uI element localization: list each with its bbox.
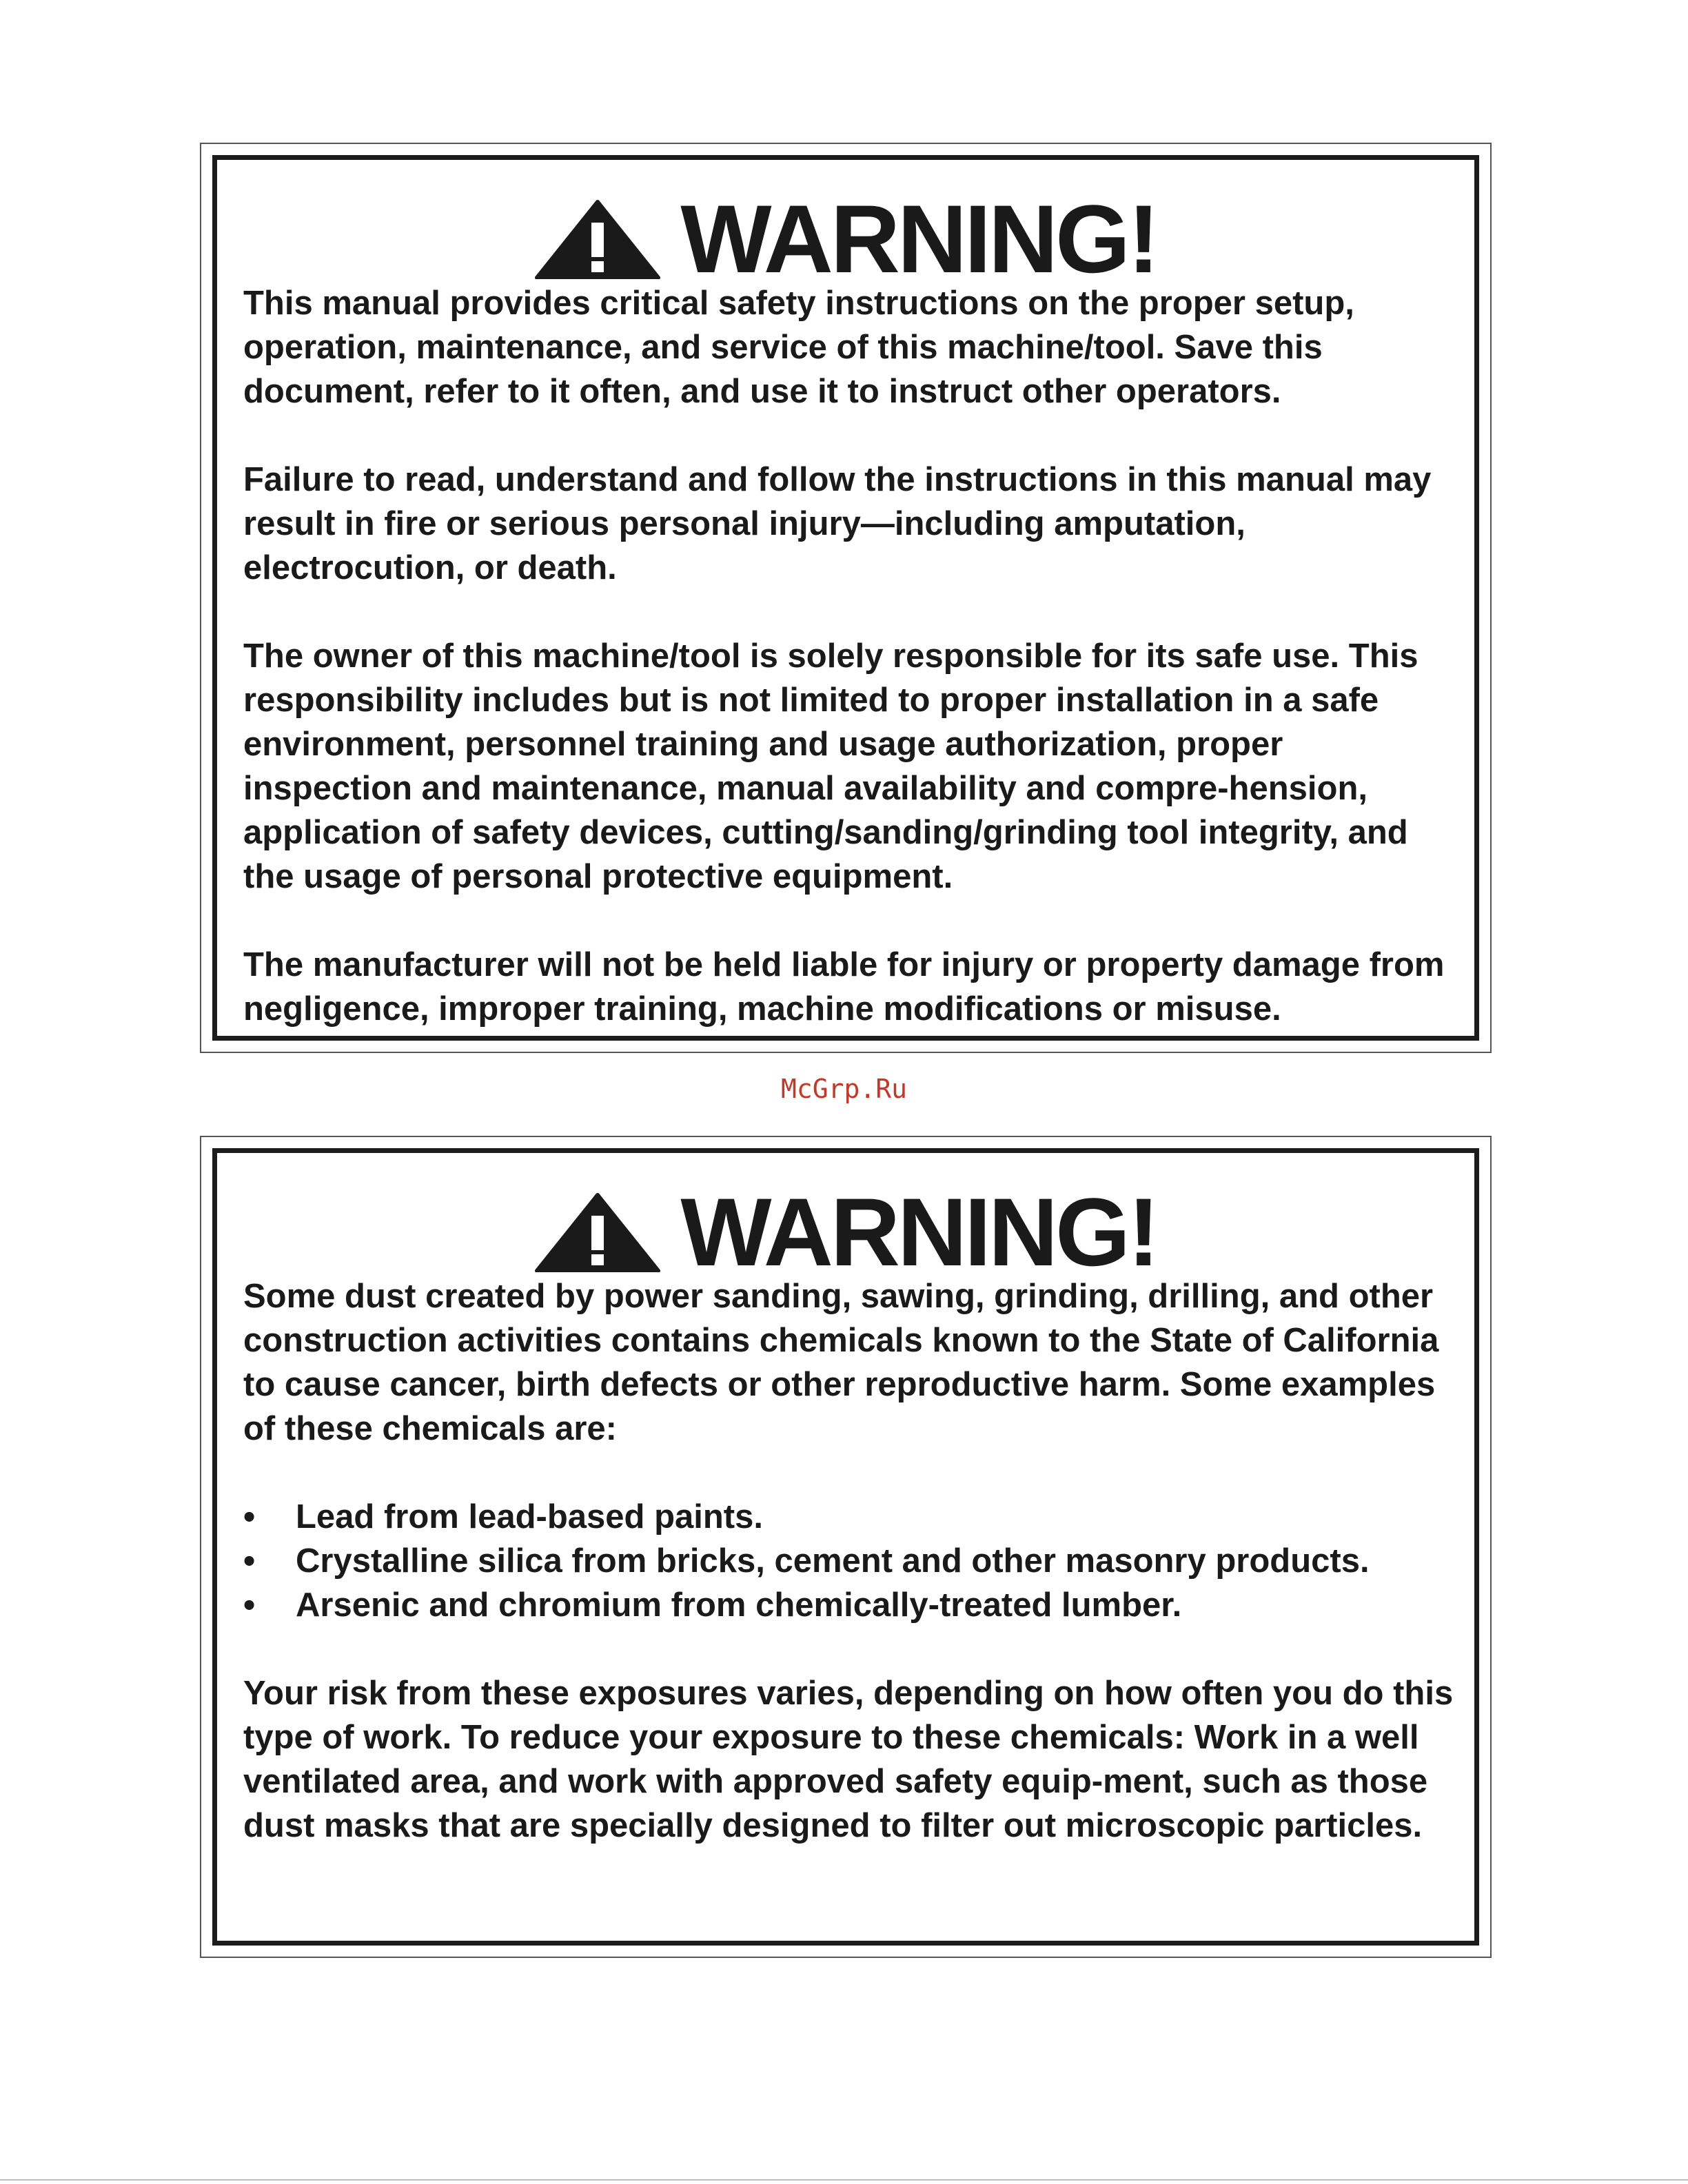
paragraph-exposure-risk: Your risk from these exposures varies, depending on how often you do this type of work. To reduce your exposure to these chemicals: Work in a well ventilated area, and work with approved safety equip-ment, such as those dust masks that are specially designed to filter out microscopic particles.: [243, 1675, 1454, 1844]
list-item-text: Arsenic and chromium from chemically-treated lumber.: [296, 1586, 1182, 1624]
paragraph-manufacturer-liability: The manufacturer will not be held liable for injury or property damage from negligence, improper training, machine modifications or misuse.: [243, 946, 1445, 1028]
warning-panel-chemicals: [200, 1136, 1492, 1958]
list-item-text: Lead from lead-based paints.: [296, 1498, 763, 1535]
paragraph-dust-chemicals: Some dust created by power sanding, sawing, grinding, drilling, and other construction activities contains chemicals known to the State of California to cause cancer, birth defects or other reproductive harm. Some examples of these chemicals are:: [243, 1278, 1439, 1447]
warning-title: WARNING!: [680, 185, 1157, 293]
warning-body: [243, 281, 1461, 1031]
warning-heading: [217, 1178, 1474, 1286]
paragraph-failure-consequences: Failure to read, understand and follow the instructions in this manual may result in fire or serious personal injury—including amputation, electrocution, or death.: [243, 461, 1432, 586]
warning-title: WARNING!: [680, 1178, 1157, 1286]
warning-panel-manual: [200, 143, 1492, 1053]
chemical-examples-list: [243, 1495, 1461, 1627]
list-item: [243, 1539, 1461, 1583]
paragraph-owner-responsibility: The owner of this machine/tool is solely responsible for its safe use. This responsibility includes but is not limited to proper installation in a safe environment, personnel training and usage authorization, proper inspection and maintenance, manual availability and compre-hension, application of safety devices, cutting/sanding/grinding tool integrity, and the usage of personal protective equipment.: [243, 637, 1418, 895]
bullet-icon: •: [243, 1586, 256, 1624]
list-item: [243, 1495, 1461, 1539]
warning-icon: [534, 1192, 661, 1272]
warning-icon: [534, 199, 661, 279]
page-bottom-rule: [0, 2179, 1688, 2181]
bullet-icon: •: [243, 1542, 256, 1580]
list-item-text: Crystalline silica from bricks, cement and other masonry products.: [296, 1542, 1370, 1580]
list-item: [243, 1583, 1461, 1627]
warning-body: [243, 1274, 1461, 1848]
warning-heading: [217, 185, 1474, 293]
bullet-icon: •: [243, 1498, 256, 1535]
warning-panel-frame: [212, 155, 1479, 1041]
paragraph-manual-purpose: This manual provides critical safety instructions on the proper setup, operation, maintenance, and service of this machine/tool. Save this document, refer to it often, and use it to instruct other operators.: [243, 285, 1354, 410]
watermark-text: McGrp.Ru: [780, 1074, 908, 1104]
warning-panel-frame: [212, 1148, 1479, 1946]
